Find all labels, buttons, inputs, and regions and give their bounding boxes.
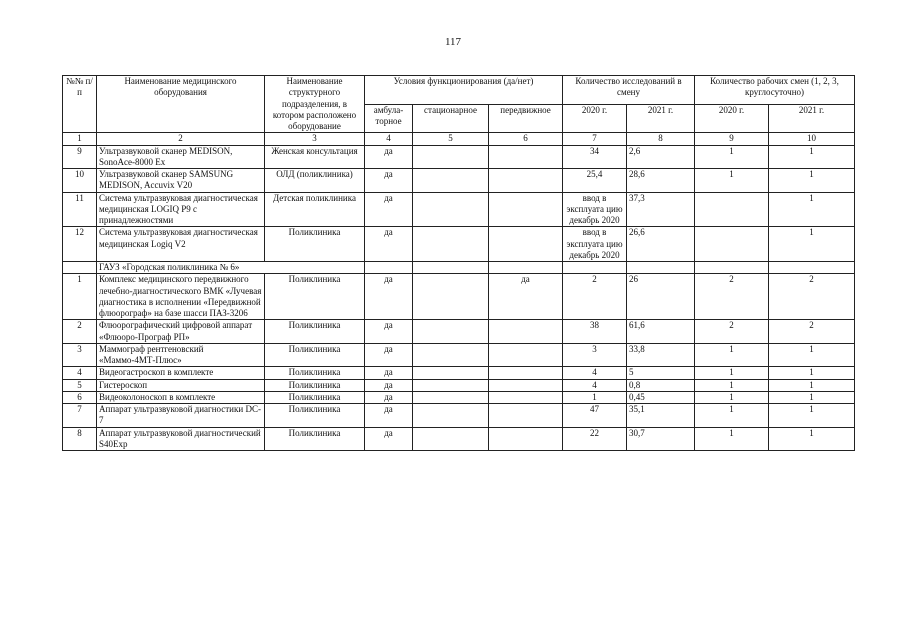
stationary-value: [413, 427, 489, 451]
department-name: Поликлиника: [265, 320, 365, 344]
ambulatory-value: да: [365, 274, 413, 320]
mobile-value: [489, 367, 563, 379]
stationary-value: [413, 169, 489, 193]
studies-2020: 4: [563, 367, 627, 379]
page-number: 117: [444, 36, 462, 48]
studies-2020: 34: [563, 145, 627, 169]
column-number: 6: [489, 133, 563, 145]
table-row: [63, 169, 855, 193]
shifts-2020: [695, 192, 769, 227]
ambulatory-value: да: [365, 169, 413, 193]
department-name: Детская поликлиника: [265, 192, 365, 227]
header-mobile: передвижное: [489, 104, 563, 133]
equipment-name: Ультразвуковой сканер SAMSUNG MEDISON, Accuvix V20: [97, 169, 265, 193]
equipment-name: Система ультразвуковая диагностическая медицинская Logiq V2: [97, 227, 265, 262]
shifts-2021: 1: [769, 145, 855, 169]
studies-2021: 26: [627, 274, 695, 320]
stationary-value: [413, 320, 489, 344]
stationary-value: [413, 274, 489, 320]
table-row: [63, 343, 855, 367]
section-empty-cell: [627, 262, 695, 274]
mobile-value: [489, 343, 563, 367]
column-number: 9: [695, 133, 769, 145]
table-row: [63, 192, 855, 227]
studies-2021: 28,6: [627, 169, 695, 193]
shifts-2021: 1: [769, 379, 855, 391]
stationary-value: [413, 192, 489, 227]
column-number: 7: [563, 133, 627, 145]
department-name: Поликлиника: [265, 404, 365, 428]
studies-2021: 0,8: [627, 379, 695, 391]
shifts-2020: [695, 227, 769, 262]
shifts-2020: 1: [695, 391, 769, 403]
ambulatory-value: да: [365, 427, 413, 451]
department-name: Поликлиника: [265, 391, 365, 403]
row-number: 9: [63, 145, 97, 169]
shifts-2021: 1: [769, 404, 855, 428]
studies-2021: 35,1: [627, 404, 695, 428]
department-name: Поликлиника: [265, 367, 365, 379]
department-name: Поликлиника: [265, 379, 365, 391]
section-empty-cell: [695, 262, 769, 274]
mobile-value: да: [489, 274, 563, 320]
header-studies-2020: 2020 г.: [563, 104, 627, 133]
shifts-2021: 1: [769, 227, 855, 262]
section-empty-cell: [563, 262, 627, 274]
studies-2021: 61,6: [627, 320, 695, 344]
table-row: [63, 427, 855, 451]
department-name: Женская консультация: [265, 145, 365, 169]
column-number: 10: [769, 133, 855, 145]
department-name: Поликлиника: [265, 427, 365, 451]
row-number: 5: [63, 379, 97, 391]
equipment-table: [62, 75, 855, 451]
equipment-name: Маммограф рентгеновский «Маммо-4МТ-Плюс»: [97, 343, 265, 367]
equipment-name: Аппарат ультразвуковой диагностики DC-7: [97, 404, 265, 428]
stationary-value: [413, 391, 489, 403]
studies-2020: 47: [563, 404, 627, 428]
column-number: 5: [413, 133, 489, 145]
shifts-2021: 1: [769, 427, 855, 451]
ambulatory-value: да: [365, 391, 413, 403]
row-number: 1: [63, 274, 97, 320]
equipment-name: Видеогастроскоп в комплекте: [97, 367, 265, 379]
stationary-value: [413, 379, 489, 391]
mobile-value: [489, 192, 563, 227]
header-shifts-2020: 2020 г.: [695, 104, 769, 133]
studies-2021: 2,6: [627, 145, 695, 169]
row-number: 8: [63, 427, 97, 451]
shifts-2020: 1: [695, 367, 769, 379]
shifts-2021: 1: [769, 367, 855, 379]
studies-2020: 4: [563, 379, 627, 391]
shifts-2021: 2: [769, 274, 855, 320]
header-unit: Наименование структурного подразделения, в котором расположено оборудование: [265, 76, 365, 133]
stationary-value: [413, 227, 489, 262]
table-row: [63, 367, 855, 379]
ambulatory-value: да: [365, 343, 413, 367]
column-number: 3: [265, 133, 365, 145]
header-ambulatory: амбула-торное: [365, 104, 413, 133]
shifts-2020: 2: [695, 320, 769, 344]
stationary-value: [413, 404, 489, 428]
header-studies-2021: 2021 г.: [627, 104, 695, 133]
studies-2020: 25,4: [563, 169, 627, 193]
table-row: [63, 391, 855, 403]
table-body: [63, 133, 855, 451]
mobile-value: [489, 169, 563, 193]
studies-2020: 38: [563, 320, 627, 344]
studies-2021: 0,45: [627, 391, 695, 403]
section-empty-cell: [769, 262, 855, 274]
header-num: №№ п/п: [63, 76, 97, 133]
ambulatory-value: да: [365, 367, 413, 379]
shifts-2020: 1: [695, 404, 769, 428]
studies-2021: 26,6: [627, 227, 695, 262]
table-row: [63, 227, 855, 262]
section-spacer: [63, 262, 97, 274]
equipment-name: Гистероскоп: [97, 379, 265, 391]
department-name: Поликлиника: [265, 274, 365, 320]
row-number: 2: [63, 320, 97, 344]
department-name: Поликлиника: [265, 343, 365, 367]
department-name: ОЛД (поликлиника): [265, 169, 365, 193]
studies-2020: ввод в эксплуата цию декабрь 2020: [563, 192, 627, 227]
column-number: 8: [627, 133, 695, 145]
ambulatory-value: да: [365, 320, 413, 344]
header-studies: Количество исследований в смену: [563, 76, 695, 105]
mobile-value: [489, 404, 563, 428]
equipment-name: Флюорографический цифровой аппарат «Флюоро-Пpoграф РП»: [97, 320, 265, 344]
equipment-name: Видеоколоноскоп в комплекте: [97, 391, 265, 403]
column-number: 1: [63, 133, 97, 145]
mobile-value: [489, 391, 563, 403]
stationary-value: [413, 145, 489, 169]
shifts-2020: 1: [695, 343, 769, 367]
shifts-2021: 1: [769, 343, 855, 367]
table-row: [63, 274, 855, 320]
row-number: 4: [63, 367, 97, 379]
shifts-2020: 1: [695, 379, 769, 391]
row-number: 6: [63, 391, 97, 403]
equipment-name: Ультразвуковой сканер MEDISON, SonoAce-8000 Ex: [97, 145, 265, 169]
mobile-value: [489, 227, 563, 262]
header-conditions: Условия функционирования (да/нет): [365, 76, 563, 105]
ambulatory-value: да: [365, 379, 413, 391]
section-title: ГАУЗ «Городская поликлиника № 6»: [97, 262, 365, 274]
studies-2021: 33,8: [627, 343, 695, 367]
ambulatory-value: да: [365, 227, 413, 262]
shifts-2020: 1: [695, 427, 769, 451]
studies-2021: 37,3: [627, 192, 695, 227]
studies-2020: 3: [563, 343, 627, 367]
shifts-2021: 2: [769, 320, 855, 344]
stationary-value: [413, 343, 489, 367]
studies-2020: 2: [563, 274, 627, 320]
shifts-2021: 1: [769, 169, 855, 193]
table-row: [63, 404, 855, 428]
department-name: Поликлиника: [265, 227, 365, 262]
mobile-value: [489, 145, 563, 169]
equipment-name: Система ультразвуковая диагностическая медицинская LOGIQ P9 с принадлежностями: [97, 192, 265, 227]
section-row: [63, 262, 855, 274]
row-number: 7: [63, 404, 97, 428]
row-number: 10: [63, 169, 97, 193]
shifts-2020: 1: [695, 169, 769, 193]
section-empty-cell: [413, 262, 489, 274]
row-number: 12: [63, 227, 97, 262]
stationary-value: [413, 367, 489, 379]
column-number: 2: [97, 133, 265, 145]
shifts-2020: 2: [695, 274, 769, 320]
header-shifts-2021: 2021 г.: [769, 104, 855, 133]
equipment-name: Аппарат ультразвуковой диагностический S40Exp: [97, 427, 265, 451]
studies-2021: 30,7: [627, 427, 695, 451]
column-number: 4: [365, 133, 413, 145]
table-row: [63, 145, 855, 169]
ambulatory-value: да: [365, 145, 413, 169]
mobile-value: [489, 427, 563, 451]
header-name: Наименование медицинского оборудования: [97, 76, 265, 133]
mobile-value: [489, 320, 563, 344]
header-stationary: стационарное: [413, 104, 489, 133]
header-shifts: Количество рабочих смен (1, 2, 3, круглосуточно): [695, 76, 855, 105]
table-row: [63, 379, 855, 391]
shifts-2020: 1: [695, 145, 769, 169]
mobile-value: [489, 379, 563, 391]
ambulatory-value: да: [365, 404, 413, 428]
shifts-2021: 1: [769, 192, 855, 227]
equipment-name: Комплекс медицинского передвижного лечебно-диагностического ВМК «Лучевая диагностика в исполнении «Передвижной флюорограф» на базе шасси ПАЗ-3206: [97, 274, 265, 320]
row-number: 11: [63, 192, 97, 227]
studies-2020: ввод в эксплуата цию декабрь 2020: [563, 227, 627, 262]
ambulatory-value: да: [365, 192, 413, 227]
section-empty-cell: [365, 262, 413, 274]
column-number-row: [63, 133, 855, 145]
studies-2020: 1: [563, 391, 627, 403]
studies-2020: 22: [563, 427, 627, 451]
table-row: [63, 320, 855, 344]
section-empty-cell: [489, 262, 563, 274]
studies-2021: 5: [627, 367, 695, 379]
shifts-2021: 1: [769, 391, 855, 403]
row-number: 3: [63, 343, 97, 367]
